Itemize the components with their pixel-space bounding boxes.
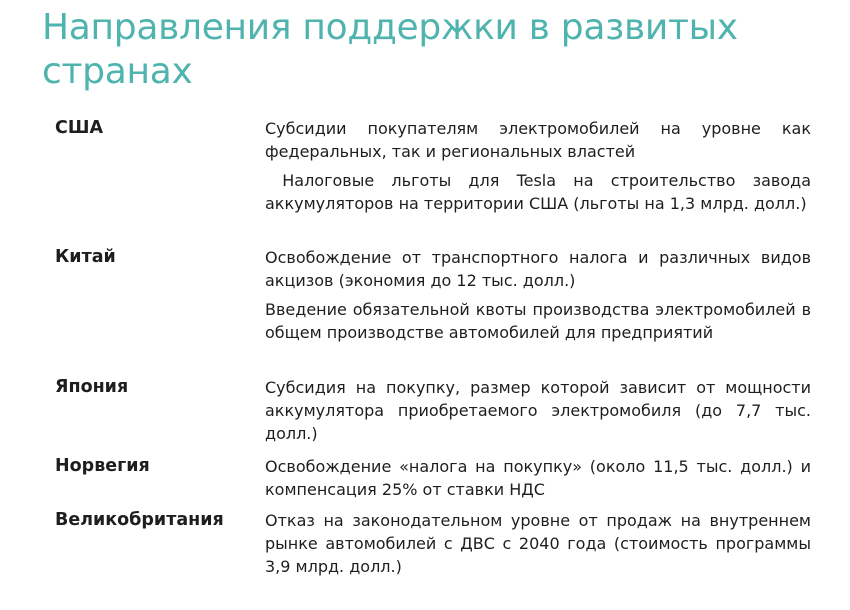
measure-text: Налоговые льготы для Tesla на строительство завода аккумуляторов на территории США (льготы на 1,3 млрд. долл.) (265, 171, 817, 213)
slide-title: Направления поддержки в развитых странах (42, 7, 738, 92)
country-label: Норвегия (55, 456, 150, 476)
measure-text: Освобождение от транспортного налога и различных видов акцизов (экономия до 12 тыс. долл.) (265, 248, 811, 290)
country-label: Китай (55, 247, 116, 267)
country-label: Япония (55, 377, 129, 397)
country-label: Великобритания (55, 510, 224, 530)
measure-text: Отказ на законодательном уровне от продаж на внутреннем рынке автомобилей с ДВС с 2040 года (стоимость программы 3,9 млрд. долл.) (265, 511, 811, 576)
measure-text: Освобождение «налога на покупку» (около 11,5 тыс. долл.) и компенсация 25% от ставки НДС (265, 457, 811, 499)
measure-text: Введение обязательной квоты производства электромобилей в общем производстве автомобилей для предприятий (265, 300, 811, 342)
measure-text: Субсидии покупателям электромобилей на уровне как федеральных, так и региональных властей (265, 119, 811, 161)
measure-text: Субсидия на покупку, размер которой зависит от мощности аккумулятора приобретаемого электромобиля (до 7,7 тыс. долл.) (265, 378, 811, 443)
country-label: США (55, 118, 104, 138)
